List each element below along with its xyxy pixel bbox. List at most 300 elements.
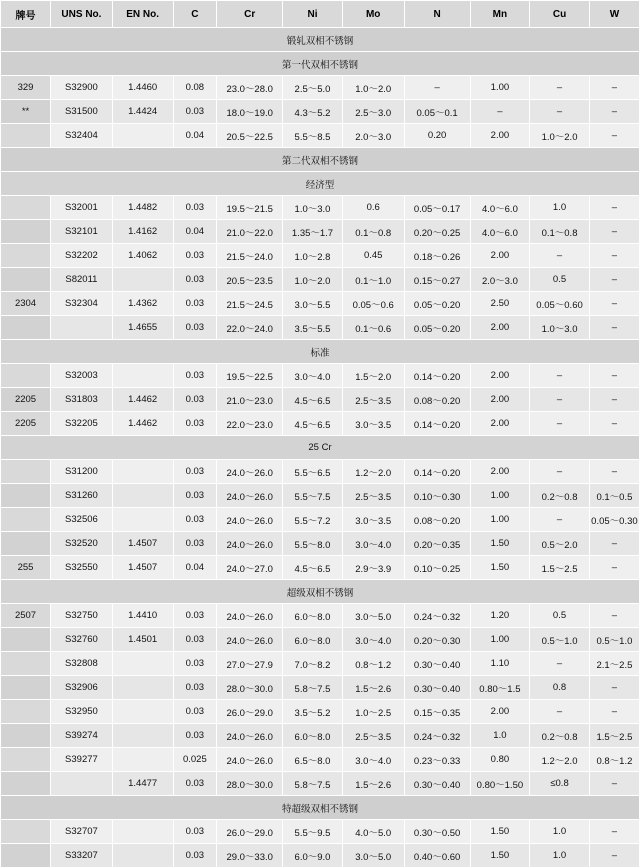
cell-value: [112, 652, 173, 676]
cell-value: 2.00: [470, 700, 530, 724]
cell-value: 1.20: [470, 604, 530, 628]
column-header-grade: 牌号: [1, 1, 51, 28]
cell-value: 2.0～3.0: [470, 268, 530, 292]
cell-value: 0.05～0.6: [342, 292, 404, 316]
cell-value: 0.03: [173, 844, 217, 868]
cell-grade: [1, 724, 51, 748]
cell-value: 1.0: [530, 820, 590, 844]
cell-value: 0.8～1.2: [589, 748, 639, 772]
cell-value: –: [530, 76, 590, 100]
cell-value: 1.0: [470, 724, 530, 748]
cell-value: –: [589, 412, 639, 436]
cell-value: 2.5～3.5: [342, 724, 404, 748]
table-row: [1, 556, 640, 580]
cell-value: S32900: [51, 76, 113, 100]
cell-value: 5.5～7.2: [283, 508, 343, 532]
cell-value: [51, 772, 113, 796]
cell-value: 0.8～1.2: [342, 652, 404, 676]
cell-value: 1.4507: [112, 532, 173, 556]
cell-value: 0.03: [173, 100, 217, 124]
cell-value: 0.80: [470, 748, 530, 772]
cell-value: –: [530, 100, 590, 124]
cell-value: 1.50: [470, 820, 530, 844]
cell-value: S32101: [51, 220, 113, 244]
cell-grade: [1, 652, 51, 676]
cell-value: 1.4477: [112, 772, 173, 796]
cell-value: –: [470, 100, 530, 124]
cell-value: 0.03: [173, 292, 217, 316]
cell-value: 24.0～26.0: [217, 460, 283, 484]
cell-value: 0.30～0.40: [404, 676, 470, 700]
cell-value: 5.5～6.5: [283, 460, 343, 484]
cell-value: 0.03: [173, 388, 217, 412]
cell-value: 5.5～8.0: [283, 532, 343, 556]
cell-value: 0.05～0.20: [404, 292, 470, 316]
table-row: [1, 268, 640, 292]
cell-value: S32304: [51, 292, 113, 316]
cell-value: –: [589, 196, 639, 220]
cell-value: 0.80～1.5: [470, 676, 530, 700]
cell-value: 26.0～29.0: [217, 820, 283, 844]
cell-value: 0.04: [173, 556, 217, 580]
cell-value: 1.5～2.5: [589, 724, 639, 748]
cell-value: 1.00: [470, 508, 530, 532]
table-row: [1, 508, 640, 532]
table-row: [1, 244, 640, 268]
cell-value: 0.8: [530, 676, 590, 700]
cell-value: 0.03: [173, 196, 217, 220]
cell-value: 3.0～4.0: [283, 364, 343, 388]
cell-value: 0.03: [173, 268, 217, 292]
subsection-title-row: [1, 340, 640, 364]
cell-value: S32001: [51, 196, 113, 220]
cell-value: S32950: [51, 700, 113, 724]
cell-grade: [1, 532, 51, 556]
cell-grade: [1, 316, 51, 340]
cell-grade: **: [1, 100, 51, 124]
cell-value: S31803: [51, 388, 113, 412]
cell-value: 0.15～0.27: [404, 268, 470, 292]
cell-value: S32550: [51, 556, 113, 580]
cell-value: S82011: [51, 268, 113, 292]
cell-value: 2.00: [470, 364, 530, 388]
cell-value: 1.5～2.0: [342, 364, 404, 388]
cell-value: 6.0～9.0: [283, 844, 343, 868]
cell-value: S32808: [51, 652, 113, 676]
cell-value: 29.0～33.0: [217, 844, 283, 868]
cell-grade: 329: [1, 76, 51, 100]
cell-value: 1.4460: [112, 76, 173, 100]
cell-value: 1.35～1.7: [283, 220, 343, 244]
cell-value: –: [530, 364, 590, 388]
cell-value: 0.10～0.25: [404, 556, 470, 580]
cell-value: S32520: [51, 532, 113, 556]
table-row: [1, 388, 640, 412]
cell-value: 24.0～26.0: [217, 748, 283, 772]
cell-value: 1.0～2.8: [283, 244, 343, 268]
table-row: [1, 604, 640, 628]
cell-value: –: [589, 244, 639, 268]
table-row: [1, 364, 640, 388]
cell-value: 27.0～27.9: [217, 652, 283, 676]
cell-value: 0.5～1.0: [530, 628, 590, 652]
cell-value: 2.9～3.9: [342, 556, 404, 580]
table-row: [1, 628, 640, 652]
cell-value: 0.2～0.8: [530, 724, 590, 748]
cell-value: –: [589, 844, 639, 868]
cell-value: S31260: [51, 484, 113, 508]
cell-value: 0.23～0.33: [404, 748, 470, 772]
cell-value: 0.1～0.8: [342, 220, 404, 244]
cell-value: 0.1～0.6: [342, 316, 404, 340]
cell-value: 1.50: [470, 532, 530, 556]
cell-value: 22.0～24.0: [217, 316, 283, 340]
cell-value: S31500: [51, 100, 113, 124]
cell-value: [112, 700, 173, 724]
section-title-row: [1, 148, 640, 172]
table-body: [1, 28, 640, 868]
cell-value: –: [589, 604, 639, 628]
cell-value: 0.1～0.8: [530, 220, 590, 244]
cell-value: 21.0～22.0: [217, 220, 283, 244]
cell-value: 3.0～4.0: [342, 748, 404, 772]
cell-value: 2.00: [470, 412, 530, 436]
cell-value: 4.5～6.5: [283, 412, 343, 436]
cell-value: –: [530, 244, 590, 268]
table-row: [1, 292, 640, 316]
cell-value: 0.05～0.20: [404, 316, 470, 340]
section-title: 锻轧双相不锈钢: [1, 28, 640, 52]
cell-grade: [1, 844, 51, 868]
cell-value: 6.5～8.0: [283, 748, 343, 772]
section-title: 特超级双相不锈钢: [1, 796, 640, 820]
table-row: [1, 820, 640, 844]
cell-value: 2.5～3.0: [342, 100, 404, 124]
cell-value: [112, 748, 173, 772]
cell-grade: 2304: [1, 292, 51, 316]
table-row: [1, 316, 640, 340]
cell-value: S32760: [51, 628, 113, 652]
cell-value: 3.5～5.2: [283, 700, 343, 724]
cell-value: 1.0: [530, 196, 590, 220]
cell-value: 3.0～5.0: [342, 604, 404, 628]
cell-value: 0.20～0.25: [404, 220, 470, 244]
cell-value: 0.15～0.35: [404, 700, 470, 724]
cell-value: 0.03: [173, 460, 217, 484]
cell-value: 0.03: [173, 244, 217, 268]
cell-value: 1.4424: [112, 100, 173, 124]
cell-value: 22.0～23.0: [217, 412, 283, 436]
cell-value: –: [530, 700, 590, 724]
cell-value: –: [589, 700, 639, 724]
column-header-cr: Cr: [217, 1, 283, 28]
column-header-ni: Ni: [283, 1, 343, 28]
cell-value: 2.50: [470, 292, 530, 316]
cell-value: 0.30～0.50: [404, 820, 470, 844]
cell-value: S32707: [51, 820, 113, 844]
cell-value: 1.4162: [112, 220, 173, 244]
subsection-title-row: [1, 436, 640, 460]
table-row: [1, 844, 640, 868]
cell-value: 21.5～24.5: [217, 292, 283, 316]
cell-value: 1.00: [470, 628, 530, 652]
subsection-title: 超级双相不锈钢: [1, 580, 640, 604]
cell-value: 1.0: [530, 844, 590, 868]
cell-value: S31200: [51, 460, 113, 484]
cell-value: 1.0～3.0: [283, 196, 343, 220]
cell-value: 0.08～0.20: [404, 388, 470, 412]
cell-grade: [1, 508, 51, 532]
cell-value: 20.5～23.5: [217, 268, 283, 292]
table-row: [1, 76, 640, 100]
cell-value: [112, 364, 173, 388]
cell-value: 2.00: [470, 316, 530, 340]
cell-value: 0.2～0.8: [530, 484, 590, 508]
cell-value: –: [589, 268, 639, 292]
cell-value: –: [404, 76, 470, 100]
cell-value: 28.0～30.0: [217, 772, 283, 796]
cell-grade: [1, 700, 51, 724]
cell-value: 4.0～6.0: [470, 196, 530, 220]
cell-value: 0.40～0.60: [404, 844, 470, 868]
cell-value: 5.8～7.5: [283, 676, 343, 700]
cell-value: 4.3～5.2: [283, 100, 343, 124]
table-header-row: [1, 1, 640, 28]
subsection-title: 25 Cr: [1, 436, 640, 460]
cell-value: 0.03: [173, 604, 217, 628]
cell-value: 1.4062: [112, 244, 173, 268]
cell-value: 0.5～1.0: [589, 628, 639, 652]
cell-value: 1.10: [470, 652, 530, 676]
cell-value: –: [589, 388, 639, 412]
cell-value: [112, 124, 173, 148]
cell-value: 1.50: [470, 556, 530, 580]
cell-value: –: [589, 220, 639, 244]
cell-value: S32205: [51, 412, 113, 436]
cell-value: 1.4410: [112, 604, 173, 628]
cell-value: 24.0～26.0: [217, 724, 283, 748]
cell-value: 2.00: [470, 388, 530, 412]
cell-value: 4.0～5.0: [342, 820, 404, 844]
cell-value: 4.5～6.5: [283, 556, 343, 580]
cell-value: S32404: [51, 124, 113, 148]
cell-value: 0.05～0.60: [530, 292, 590, 316]
cell-grade: [1, 196, 51, 220]
cell-grade: [1, 364, 51, 388]
cell-value: 0.1～1.0: [342, 268, 404, 292]
cell-value: 1.5～2.6: [342, 676, 404, 700]
cell-value: 0.14～0.20: [404, 364, 470, 388]
cell-grade: [1, 772, 51, 796]
column-header-c: C: [173, 1, 217, 28]
cell-value: 26.0～29.0: [217, 700, 283, 724]
cell-value: 3.0～4.0: [342, 532, 404, 556]
table-row: [1, 748, 640, 772]
cell-value: 0.45: [342, 244, 404, 268]
cell-value: –: [530, 508, 590, 532]
cell-value: 2.5～3.5: [342, 484, 404, 508]
cell-value: 3.0～3.5: [342, 412, 404, 436]
cell-value: –: [589, 76, 639, 100]
cell-value: 1.00: [470, 484, 530, 508]
cell-value: –: [589, 460, 639, 484]
cell-value: –: [589, 772, 639, 796]
cell-value: S32202: [51, 244, 113, 268]
cell-value: –: [589, 556, 639, 580]
cell-grade: 2205: [1, 412, 51, 436]
cell-value: ≤0.8: [530, 772, 590, 796]
cell-value: [112, 844, 173, 868]
cell-value: 0.03: [173, 820, 217, 844]
cell-value: 0.20: [404, 124, 470, 148]
cell-value: –: [530, 652, 590, 676]
cell-value: 24.0～26.0: [217, 628, 283, 652]
column-header-mn: Mn: [470, 1, 530, 28]
cell-value: 5.5～8.5: [283, 124, 343, 148]
cell-value: –: [589, 532, 639, 556]
cell-value: 0.03: [173, 772, 217, 796]
cell-grade: [1, 460, 51, 484]
cell-value: 0.03: [173, 700, 217, 724]
cell-value: 0.5: [530, 604, 590, 628]
cell-value: 20.5～22.5: [217, 124, 283, 148]
table-row: [1, 532, 640, 556]
table-row: [1, 100, 640, 124]
cell-value: –: [589, 100, 639, 124]
table-row: [1, 412, 640, 436]
cell-value: 0.025: [173, 748, 217, 772]
cell-value: 18.0～19.0: [217, 100, 283, 124]
cell-value: 0.04: [173, 220, 217, 244]
subsection-title-row: [1, 580, 640, 604]
cell-value: 24.0～27.0: [217, 556, 283, 580]
cell-value: 0.03: [173, 484, 217, 508]
section-title: 第一代双相不锈钢: [1, 52, 640, 76]
table-row: [1, 124, 640, 148]
cell-grade: [1, 628, 51, 652]
cell-grade: [1, 268, 51, 292]
cell-value: [112, 724, 173, 748]
cell-value: 4.0～6.0: [470, 220, 530, 244]
cell-value: [112, 508, 173, 532]
cell-value: –: [589, 316, 639, 340]
section-title-row: [1, 28, 640, 52]
cell-value: [112, 484, 173, 508]
table-row: [1, 484, 640, 508]
table-row: [1, 460, 640, 484]
cell-value: 1.4462: [112, 412, 173, 436]
cell-value: 0.5～2.0: [530, 532, 590, 556]
cell-value: 21.0～23.0: [217, 388, 283, 412]
cell-value: 2.5～5.0: [283, 76, 343, 100]
cell-value: 2.00: [470, 244, 530, 268]
cell-grade: [1, 220, 51, 244]
cell-value: [112, 268, 173, 292]
cell-value: 3.0～3.5: [342, 508, 404, 532]
cell-value: 24.0～26.0: [217, 508, 283, 532]
cell-value: 2.00: [470, 460, 530, 484]
cell-value: 5.8～7.5: [283, 772, 343, 796]
cell-value: 1.0～2.0: [342, 76, 404, 100]
cell-value: 6.0～8.0: [283, 724, 343, 748]
cell-grade: [1, 244, 51, 268]
cell-value: 3.0～5.5: [283, 292, 343, 316]
cell-value: 0.6: [342, 196, 404, 220]
cell-value: 1.2～2.0: [342, 460, 404, 484]
cell-value: 1.4462: [112, 388, 173, 412]
cell-value: 6.0～8.0: [283, 604, 343, 628]
cell-value: 3.0～5.0: [342, 844, 404, 868]
cell-value: –: [530, 412, 590, 436]
cell-value: 0.10～0.30: [404, 484, 470, 508]
cell-value: 0.05～0.30: [589, 508, 639, 532]
column-header-cu: Cu: [530, 1, 590, 28]
cell-value: 0.24～0.32: [404, 604, 470, 628]
cell-value: S32003: [51, 364, 113, 388]
cell-value: 0.30～0.40: [404, 652, 470, 676]
cell-grade: [1, 676, 51, 700]
cell-value: 4.5～6.5: [283, 388, 343, 412]
subsection-title: 标准: [1, 340, 640, 364]
cell-value: 1.4501: [112, 628, 173, 652]
table-row: [1, 772, 640, 796]
cell-grade: [1, 124, 51, 148]
cell-value: 0.03: [173, 316, 217, 340]
cell-value: 24.0～26.0: [217, 484, 283, 508]
cell-value: 0.05～0.17: [404, 196, 470, 220]
subsection-title: 经济型: [1, 172, 640, 196]
cell-value: 0.5: [530, 268, 590, 292]
column-header-mo: Mo: [342, 1, 404, 28]
cell-value: 0.03: [173, 532, 217, 556]
cell-value: 0.14～0.20: [404, 460, 470, 484]
cell-value: 0.18～0.26: [404, 244, 470, 268]
cell-value: 0.80～1.50: [470, 772, 530, 796]
cell-value: [51, 316, 113, 340]
cell-value: 0.03: [173, 508, 217, 532]
cell-value: [112, 460, 173, 484]
table-row: [1, 700, 640, 724]
cell-grade: [1, 484, 51, 508]
cell-value: S32750: [51, 604, 113, 628]
cell-grade: [1, 820, 51, 844]
column-header-en: EN No.: [112, 1, 173, 28]
cell-value: 1.00: [470, 76, 530, 100]
cell-value: 1.0～2.0: [530, 124, 590, 148]
cell-grade: 2205: [1, 388, 51, 412]
cell-value: S32506: [51, 508, 113, 532]
cell-value: 0.20～0.35: [404, 532, 470, 556]
cell-value: 0.03: [173, 724, 217, 748]
cell-value: 24.0～26.0: [217, 532, 283, 556]
cell-value: 6.0～8.0: [283, 628, 343, 652]
section-title: 第二代双相不锈钢: [1, 148, 640, 172]
cell-value: 1.0～2.5: [342, 700, 404, 724]
cell-value: 7.0～8.2: [283, 652, 343, 676]
cell-value: 1.4507: [112, 556, 173, 580]
cell-value: S39274: [51, 724, 113, 748]
cell-value: 0.30～0.40: [404, 772, 470, 796]
cell-value: 3.0～4.0: [342, 628, 404, 652]
cell-grade: [1, 748, 51, 772]
cell-value: 0.03: [173, 412, 217, 436]
cell-value: –: [589, 124, 639, 148]
cell-value: 2.1～2.5: [589, 652, 639, 676]
cell-value: 23.0～28.0: [217, 76, 283, 100]
cell-value: 2.00: [470, 124, 530, 148]
cell-value: 24.0～26.0: [217, 604, 283, 628]
cell-value: 1.2～2.0: [530, 748, 590, 772]
